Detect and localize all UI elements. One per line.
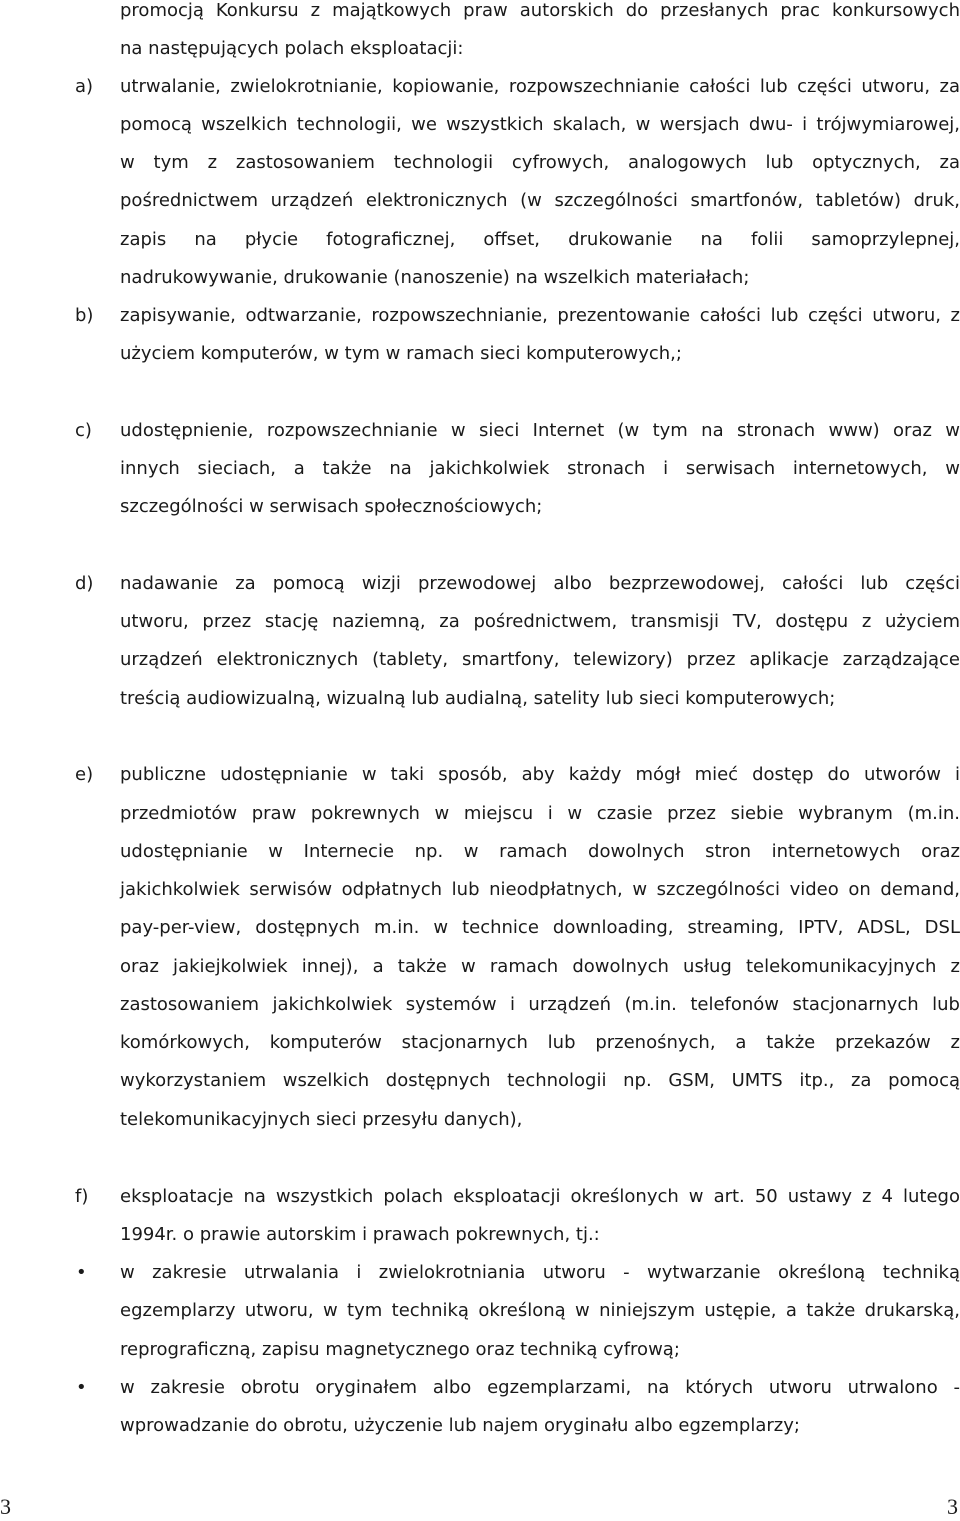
list-marker-d: d) bbox=[75, 573, 94, 594]
list-marker-c: c) bbox=[75, 420, 92, 441]
bullet-1-line: reprograficzną, zapisu magnetycznego oraz techniką cyfrową; bbox=[120, 1339, 680, 1360]
item-c-line: udostępnienie, rozpowszechnianie w sieci Internet (w tym na stronach www) oraz w bbox=[120, 420, 960, 441]
item-e-line: telekomunikacyjnych sieci przesyłu danych), bbox=[120, 1109, 523, 1130]
item-d-line: nadawanie za pomocą wizji przewodowej albo bezprzewodowej, całości lub części bbox=[120, 573, 960, 594]
bullet-1-line: egzemplarzy utworu, w tym techniką określoną w niniejszym ustępie, a także drukarską, bbox=[120, 1300, 960, 1321]
bullet-1-line: w zakresie utrwalania i zwielokrotniania utworu - wytwarzanie określoną techniką bbox=[120, 1262, 960, 1283]
item-a-line: utrwalanie, zwielokrotnianie, kopiowanie, rozpowszechnianie całości lub części utworu, za bbox=[120, 76, 960, 97]
list-marker-b: b) bbox=[75, 305, 94, 326]
item-b-line: użyciem komputerów, w tym w ramach sieci komputerowych,; bbox=[120, 343, 682, 364]
bullet-marker: • bbox=[76, 1377, 87, 1398]
item-f-line: 1994r. o prawie autorskim i prawach pokrewnych, tj.: bbox=[120, 1224, 600, 1245]
item-e-line: oraz jakiejkolwiek innej), a także w ramach dowolnych usług telekomunikacyjnych z bbox=[120, 956, 960, 977]
item-e-line: jakichkolwiek serwisów odpłatnych lub nieodpłatnych, w szczególności video on demand, bbox=[120, 879, 960, 900]
page-number-right: 3 bbox=[947, 1494, 958, 1519]
item-e-line: komórkowych, komputerów stacjonarnych lub przenośnych, a także przekazów z bbox=[120, 1032, 960, 1053]
item-e-line: zastosowaniem jakichkolwiek systemów i urządzeń (m.in. telefonów stacjonarnych lub bbox=[120, 994, 960, 1015]
item-a-line: pośrednictwem urządzeń elektronicznych (w szczególności smartfonów, tabletów) druk, bbox=[120, 190, 960, 211]
item-a-line: nadrukowywanie, drukowanie (nanoszenie) na wszelkich materiałach; bbox=[120, 267, 750, 288]
page-number-left: 3 bbox=[0, 1494, 11, 1519]
list-marker-e: e) bbox=[75, 764, 94, 785]
item-c-line: innych sieciach, a także na jakichkolwiek stronach i serwisach internetowych, w bbox=[120, 458, 960, 479]
item-e-line: przedmiotów praw pokrewnych w miejscu i w czasie przez siebie wybranym (m.in. bbox=[120, 803, 960, 824]
list-marker-f: f) bbox=[75, 1186, 89, 1207]
item-a-line: pomocą wszelkich technologii, we wszystkich skalach, w wersjach dwu- i trójwymiarowej, bbox=[120, 114, 960, 135]
item-e-line: wykorzystaniem wszelkich dostępnych technologii np. GSM, UMTS itp., za pomocą bbox=[120, 1070, 960, 1091]
intro-line: promocją Konkursu z majątkowych praw autorskich do przesłanych prac konkursowych bbox=[120, 0, 960, 21]
item-d-line: utworu, przez stację naziemną, za pośrednictwem, transmisji TV, dostępu z użyciem bbox=[120, 611, 960, 632]
item-b-line: zapisywanie, odtwarzanie, rozpowszechnianie, prezentowanie całości lub części utworu, z bbox=[120, 305, 960, 326]
bullet-2-line: w zakresie obrotu oryginałem albo egzemplarzami, na których utworu utrwalono - bbox=[120, 1377, 960, 1398]
item-e-line: publiczne udostępnianie w taki sposób, aby każdy mógł mieć dostęp do utworów i bbox=[120, 764, 960, 785]
item-a-line: zapis na płycie fotograficznej, offset, drukowanie na folii samoprzylepnej, bbox=[120, 229, 960, 250]
list-marker-a: a) bbox=[75, 76, 94, 97]
item-c-line: szczególności w serwisach społecznościowych; bbox=[120, 496, 543, 517]
item-d-line: urządzeń elektronicznych (tablety, smartfony, telewizory) przez aplikacje zarządzające bbox=[120, 649, 960, 670]
item-d-line: treścią audiowizualną, wizualną lub audialną, satelity lub sieci komputerowych; bbox=[120, 688, 836, 709]
item-a-line: w tym z zastosowaniem technologii cyfrowych, analogowych lub optycznych, za bbox=[120, 152, 960, 173]
item-f-line: eksploatacje na wszystkich polach eksploatacji określonych w art. 50 ustawy z 4 lutego bbox=[120, 1186, 960, 1207]
item-e-line: udostępnianie w Internecie np. w ramach dowolnych stron internetowych oraz bbox=[120, 841, 960, 862]
intro-line: na następujących polach eksploatacji: bbox=[120, 38, 464, 59]
bullet-marker: • bbox=[76, 1262, 87, 1283]
item-e-line: pay-per-view, dostępnych m.in. w technice downloading, streaming, IPTV, ADSL, DSL bbox=[120, 917, 960, 938]
bullet-2-line: wprowadzanie do obrotu, użyczenie lub najem oryginału albo egzemplarzy; bbox=[120, 1415, 800, 1436]
